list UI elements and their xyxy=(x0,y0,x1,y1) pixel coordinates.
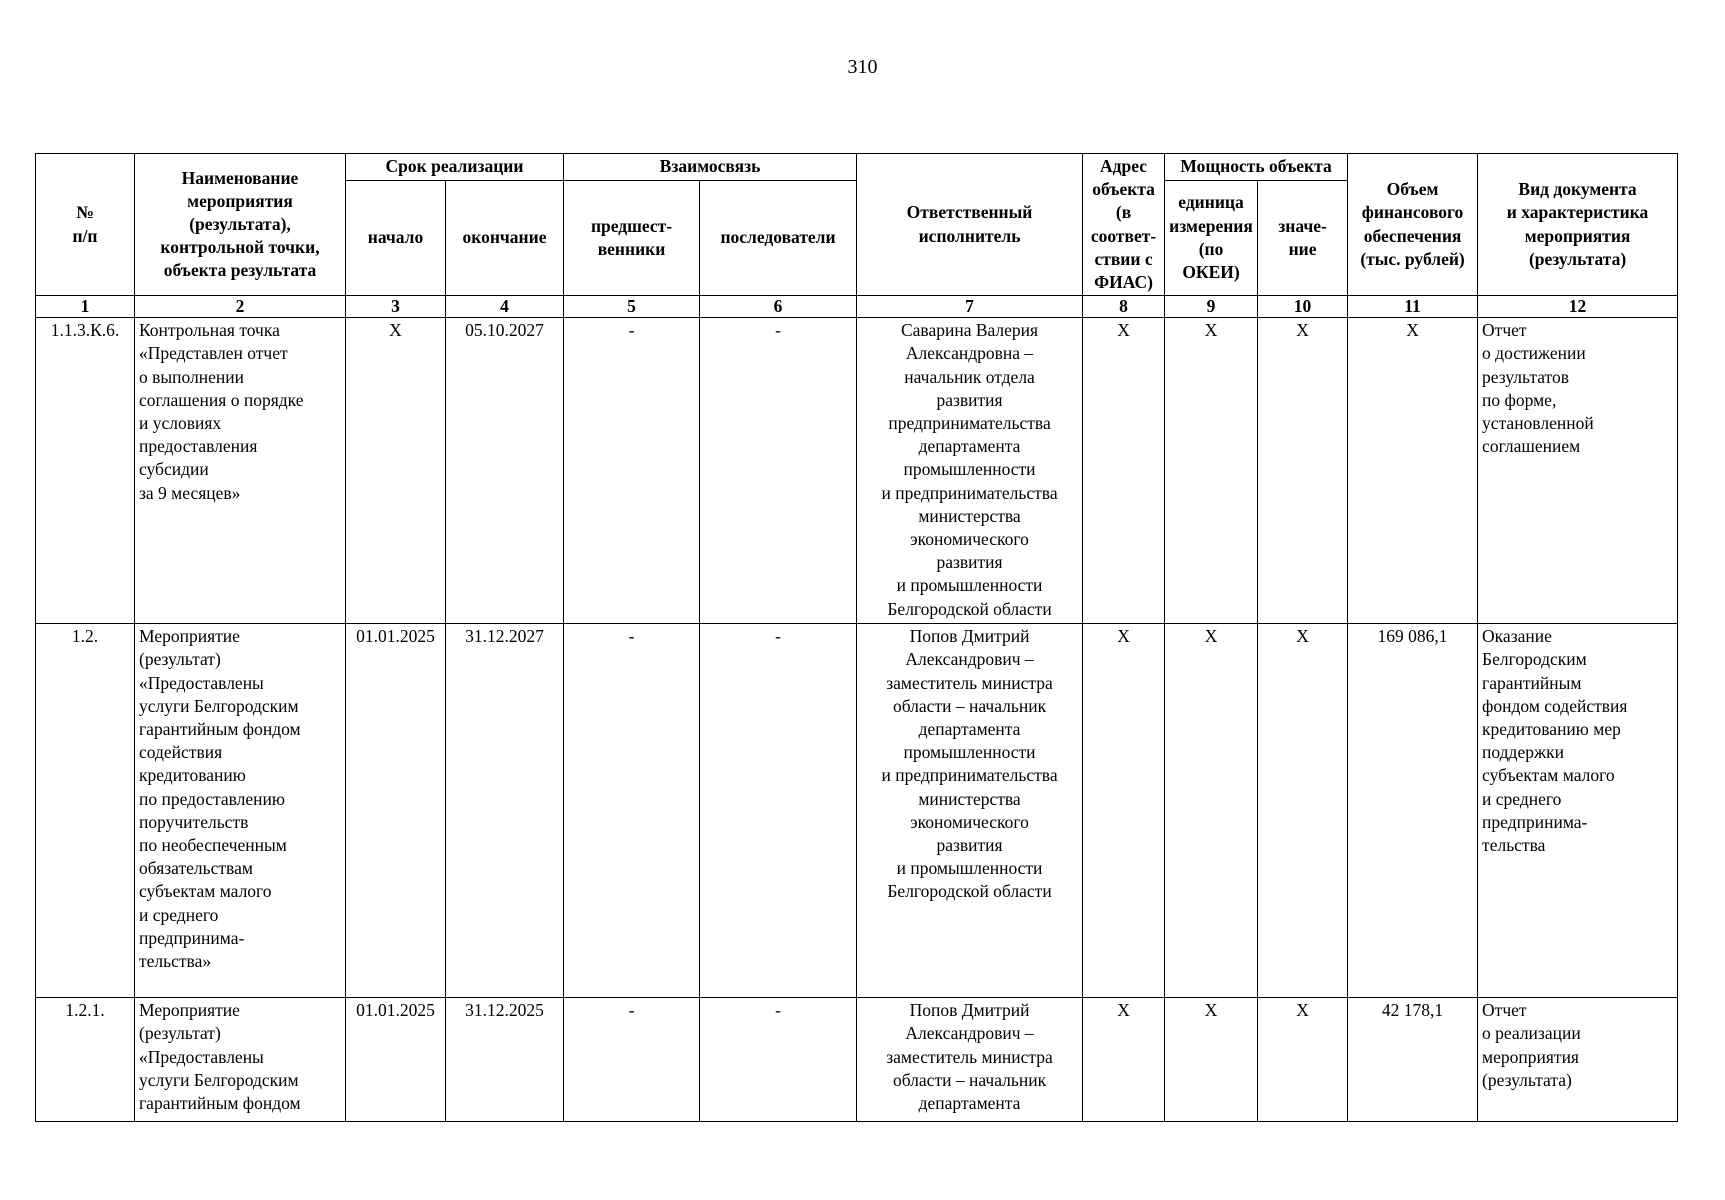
column-number: 7 xyxy=(857,296,1083,318)
cell-end: 05.10.2027 xyxy=(446,318,564,624)
cell-value: Х xyxy=(1258,998,1348,1122)
header-period: Срок реализации xyxy=(346,154,564,181)
cell-doc-type: Отчет о реализации мероприятия (результата) xyxy=(1478,998,1678,1122)
column-number: 3 xyxy=(346,296,446,318)
column-number: 6 xyxy=(700,296,857,318)
header-address: Адрес объекта (в соответ- ствии с ФИАС) xyxy=(1083,154,1165,296)
header-unit: единица измерения (по ОКЕИ) xyxy=(1165,180,1258,296)
table-row xyxy=(36,624,1678,998)
header-doc-type: Вид документа и характеристика мероприятия (результата) xyxy=(1478,154,1678,296)
cell-predecessors: - xyxy=(564,318,700,624)
header-predecessors: предшест- венники xyxy=(564,180,700,296)
cell-doc-type: Отчет о достижении результатов по форме, установленной соглашением xyxy=(1478,318,1678,624)
header-value: значе- ние xyxy=(1258,180,1348,296)
cell-doc-type: Оказание Белгородским гарантийным фондом содействия кредитованию мер поддержки субъектам малого и среднего предпринима- тельства xyxy=(1478,624,1678,998)
column-number: 5 xyxy=(564,296,700,318)
header-name: Наименование мероприятия (результата), контрольной точки, объекта результата xyxy=(135,154,346,296)
header-funding: Объем финансового обеспечения (тыс. рублей) xyxy=(1348,154,1478,296)
cell-end: 31.12.2025 xyxy=(446,998,564,1122)
cell-unit: Х xyxy=(1165,318,1258,624)
table-row xyxy=(36,998,1678,1122)
cell-start: 01.01.2025 xyxy=(346,998,446,1122)
cell-funding: 169 086,1 xyxy=(1348,624,1478,998)
cell-num: 1.2.1. xyxy=(36,998,135,1122)
header-capacity: Мощность объекта xyxy=(1165,154,1348,181)
cell-funding: 42 178,1 xyxy=(1348,998,1478,1122)
page-number: 310 xyxy=(847,56,878,78)
column-number: 11 xyxy=(1348,296,1478,318)
header-period-start: начало xyxy=(346,180,446,296)
column-number: 9 xyxy=(1165,296,1258,318)
cell-value: Х xyxy=(1258,318,1348,624)
cell-address: Х xyxy=(1083,624,1165,998)
header-num: № п/п xyxy=(36,154,135,296)
cell-successors: - xyxy=(700,998,857,1122)
cell-unit: Х xyxy=(1165,624,1258,998)
column-number: 2 xyxy=(135,296,346,318)
column-number: 10 xyxy=(1258,296,1348,318)
column-number: 1 xyxy=(36,296,135,318)
column-number: 12 xyxy=(1478,296,1678,318)
table-body xyxy=(36,318,1678,1122)
cell-address: Х xyxy=(1083,318,1165,624)
table-row xyxy=(36,318,1678,624)
cell-name: Мероприятие (результат) «Предоставлены услуги Белгородским гарантийным фондом содействия кредитованию по предоставлению поручительств по необеспеченным обязательствам субъектам малого и среднего предпринима- тельства» xyxy=(135,624,346,998)
cell-start: 01.01.2025 xyxy=(346,624,446,998)
cell-name: Контрольная точка «Представлен отчет о выполнении соглашения о порядке и условиях предоставления субсидии за 9 месяцев» xyxy=(135,318,346,624)
cell-successors: - xyxy=(700,624,857,998)
cell-executor: Саварина Валерия Александровна – начальник отдела развития предпринимательства департамента промышленности и предпринимательства министерства экономического развития и промышленности Белгородской области xyxy=(857,318,1083,624)
cell-predecessors: - xyxy=(564,624,700,998)
cell-predecessors: - xyxy=(564,998,700,1122)
cell-name: Мероприятие (результат) «Предоставлены услуги Белгородским гарантийным фондом xyxy=(135,998,346,1122)
cell-executor: Попов Дмитрий Александрович – заместитель министра области – начальник департамента промышленности и предпринимательства министерства экономического развития и промышленности Белгородской области xyxy=(857,624,1083,998)
cell-num: 1.1.3.К.6. xyxy=(36,318,135,624)
column-number: 8 xyxy=(1083,296,1165,318)
column-number: 4 xyxy=(446,296,564,318)
plan-table xyxy=(35,153,1678,1122)
header-period-end: окончание xyxy=(446,180,564,296)
cell-executor: Попов Дмитрий Александрович – заместитель министра области – начальник департамента xyxy=(857,998,1083,1122)
header-successors: последователи xyxy=(700,180,857,296)
header-executor: Ответственный исполнитель xyxy=(857,154,1083,296)
cell-address: Х xyxy=(1083,998,1165,1122)
table-header xyxy=(36,154,1678,318)
cell-end: 31.12.2027 xyxy=(446,624,564,998)
cell-start: Х xyxy=(346,318,446,624)
cell-funding: Х xyxy=(1348,318,1478,624)
cell-unit: Х xyxy=(1165,998,1258,1122)
cell-num: 1.2. xyxy=(36,624,135,998)
cell-value: Х xyxy=(1258,624,1348,998)
header-relation: Взаимосвязь xyxy=(564,154,857,181)
cell-successors: - xyxy=(700,318,857,624)
